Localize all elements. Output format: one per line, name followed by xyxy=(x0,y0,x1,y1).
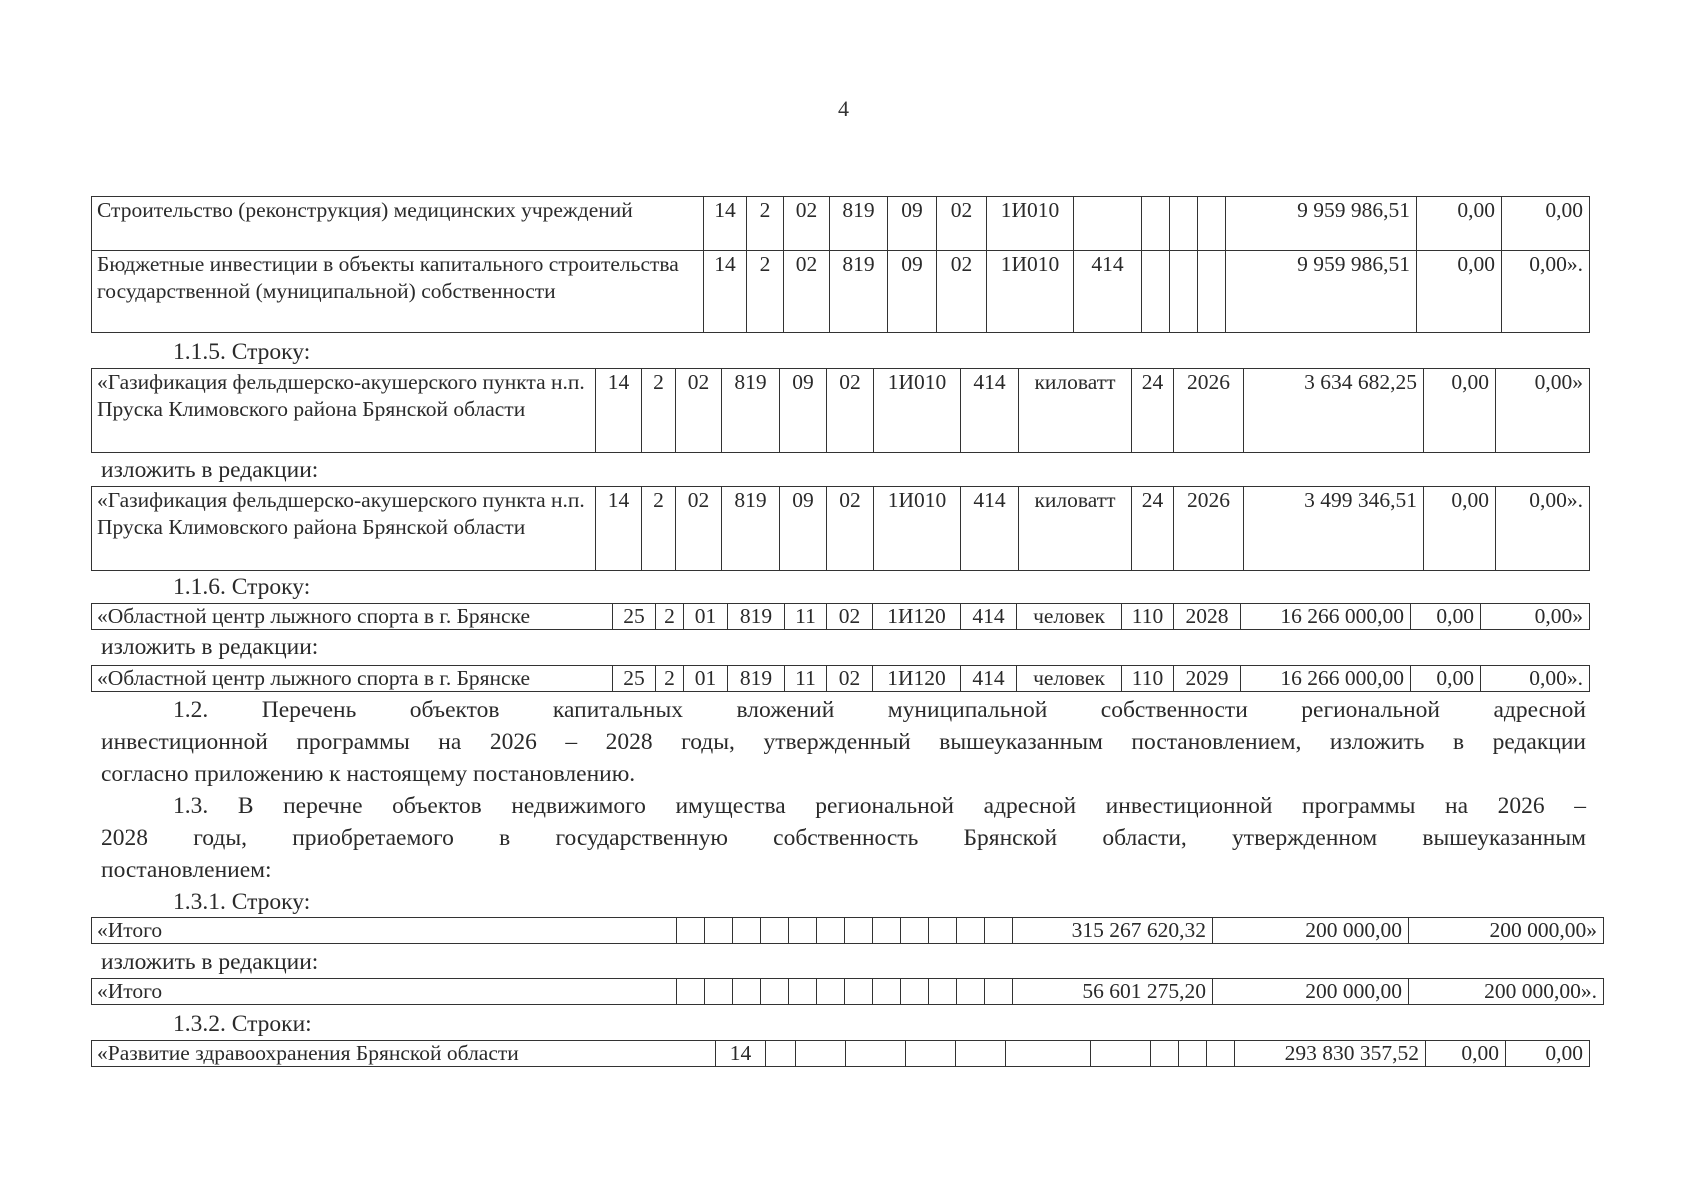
cell-code: 14 xyxy=(704,251,747,333)
cell-name: «Итого xyxy=(92,918,677,944)
table-construction xyxy=(91,196,1590,333)
cell-empty xyxy=(733,918,761,944)
cell-amount: 0,00». xyxy=(1481,666,1590,692)
section-heading: 1.3.1. Строку: xyxy=(173,889,311,915)
cell-code: 09 xyxy=(888,197,937,251)
cell-code: 2 xyxy=(747,197,784,251)
cell-empty xyxy=(1006,1041,1091,1067)
cell-code: 414 xyxy=(961,369,1019,453)
cell-capacity: 24 xyxy=(1132,369,1174,453)
cell-amount: 200 000,00» xyxy=(1409,918,1604,944)
cell-code: 01 xyxy=(684,666,728,692)
cell-name: Бюджетные инвестиции в объекты капитального строительства государственной (муниципальной) собственности xyxy=(92,251,704,333)
cell-empty xyxy=(677,979,705,1005)
table-row xyxy=(92,979,1604,1005)
cell-code: 819 xyxy=(728,604,785,630)
cell-empty xyxy=(957,918,985,944)
cell-empty xyxy=(1207,1041,1235,1067)
table-row xyxy=(92,604,1590,630)
section-heading: 1.1.6. Строку: xyxy=(173,574,311,600)
table-row xyxy=(92,1041,1590,1067)
cell-empty xyxy=(845,979,873,1005)
redaction-label: изложить в редакции: xyxy=(101,457,319,483)
table-ski-center-old xyxy=(91,603,1590,630)
cell-code: 25 xyxy=(613,604,656,630)
cell-code: 1И010 xyxy=(874,487,961,571)
paragraph-line: 1.2. Перечень объектов капитальных вложений муниципальной собственности региональной адресной xyxy=(173,697,1586,723)
cell-code: 2 xyxy=(656,604,684,630)
cell-code: 414 xyxy=(961,487,1019,571)
cell-year: 2026 xyxy=(1174,369,1244,453)
cell-capacity: 110 xyxy=(1122,604,1174,630)
cell-name: «Газификация фельдшерско-акушерского пункта н.п. Пруска Климовского района Брянской области xyxy=(92,487,596,571)
redaction-label: изложить в редакции: xyxy=(101,634,319,660)
cell-year: 2026 xyxy=(1174,487,1244,571)
page-number: 4 xyxy=(838,96,849,121)
table-healthcare xyxy=(91,1040,1590,1067)
cell-code: 1И120 xyxy=(873,604,961,630)
cell-code: 02 xyxy=(827,604,873,630)
paragraph-1-2 xyxy=(101,694,1586,790)
paragraph-line: 1.3. В перечне объектов недвижимого имущества региональной адресной инвестиционной программы на 2026 – xyxy=(173,793,1586,819)
cell-empty xyxy=(906,1041,956,1067)
cell-code: 02 xyxy=(827,487,874,571)
cell-amount: 0,00 xyxy=(1502,197,1590,251)
section-heading: 1.1.5. Строку: xyxy=(173,339,311,365)
cell-code: 02 xyxy=(937,251,987,333)
cell-code: 09 xyxy=(780,487,827,571)
cell-code: 09 xyxy=(780,369,827,453)
cell-code: 2 xyxy=(656,666,684,692)
cell-amount: 9 959 986,51 xyxy=(1226,251,1417,333)
paragraph-line: постановлением: xyxy=(101,857,272,883)
cell-code: 1И010 xyxy=(987,251,1074,333)
cell-unit: человек xyxy=(1017,604,1122,630)
cell-amount: 0,00» xyxy=(1496,369,1590,453)
cell-empty xyxy=(766,1041,796,1067)
cell-code: 14 xyxy=(596,487,642,571)
cell-amount: 0,00 xyxy=(1506,1041,1590,1067)
cell-empty xyxy=(1170,197,1198,251)
cell-name: «Газификация фельдшерско-акушерского пункта н.п. Пруска Климовского района Брянской области xyxy=(92,369,596,453)
redaction-label: изложить в редакции: xyxy=(101,949,319,975)
cell-amount: 56 601 275,20 xyxy=(1013,979,1213,1005)
cell-amount: 3 499 346,51 xyxy=(1244,487,1424,571)
cell-empty xyxy=(677,918,705,944)
cell-empty xyxy=(1091,1041,1151,1067)
table-gasification-new xyxy=(91,486,1590,571)
cell-code: 1И120 xyxy=(873,666,961,692)
cell-empty xyxy=(761,918,789,944)
cell-code: 819 xyxy=(722,369,780,453)
cell-amount: 0,00». xyxy=(1502,251,1590,333)
cell-amount: 200 000,00». xyxy=(1409,979,1604,1005)
cell-empty xyxy=(929,979,957,1005)
cell-code: 2 xyxy=(747,251,784,333)
cell-name: «Областной центр лыжного спорта в г. Брянске xyxy=(92,604,613,630)
cell-code: 14 xyxy=(704,197,747,251)
cell-code: 1И010 xyxy=(874,369,961,453)
cell-amount: 0,00 xyxy=(1426,1041,1506,1067)
cell-code: 02 xyxy=(784,251,830,333)
table-gasification-old xyxy=(91,368,1590,453)
cell-code: 414 xyxy=(961,604,1017,630)
cell-unit: киловатт xyxy=(1019,487,1132,571)
cell-amount: 16 266 000,00 xyxy=(1241,604,1411,630)
cell-empty xyxy=(817,979,845,1005)
cell-empty xyxy=(956,1041,1006,1067)
table-ski-center-new xyxy=(91,665,1590,692)
cell-amount: 0,00 xyxy=(1424,369,1496,453)
table-row xyxy=(92,197,1590,251)
cell-amount: 3 634 682,25 xyxy=(1244,369,1424,453)
cell-name: «Итого xyxy=(92,979,677,1005)
cell-amount: 16 266 000,00 xyxy=(1241,666,1411,692)
paragraph-line: инвестиционной программы на 2026 – 2028 годы, утвержденный вышеуказанным постановлением, изложить в редакции xyxy=(101,729,1586,755)
cell-empty xyxy=(1170,251,1198,333)
paragraph-1-3 xyxy=(101,790,1586,886)
cell-empty xyxy=(873,979,901,1005)
cell-empty xyxy=(817,918,845,944)
cell-amount: 0,00» xyxy=(1481,604,1590,630)
cell-amount: 0,00 xyxy=(1411,666,1481,692)
cell-empty xyxy=(705,979,733,1005)
table-row xyxy=(92,251,1590,333)
cell-name: «Областной центр лыжного спорта в г. Брянске xyxy=(92,666,613,692)
cell-amount: 0,00». xyxy=(1496,487,1590,571)
cell-amount: 293 830 357,52 xyxy=(1235,1041,1426,1067)
cell-code: 02 xyxy=(937,197,987,251)
table-row xyxy=(92,918,1604,944)
table-total-new xyxy=(91,978,1604,1005)
cell-code: 11 xyxy=(785,666,827,692)
cell-amount: 9 959 986,51 xyxy=(1226,197,1417,251)
cell-empty xyxy=(985,979,1013,1005)
cell-amount: 200 000,00 xyxy=(1213,918,1409,944)
table-total-old xyxy=(91,917,1604,944)
cell-amount: 0,00 xyxy=(1417,251,1502,333)
cell-unit: человек xyxy=(1017,666,1122,692)
cell-empty xyxy=(705,918,733,944)
cell-code: 14 xyxy=(596,369,642,453)
cell-code: 14 xyxy=(716,1041,766,1067)
cell-code: 819 xyxy=(722,487,780,571)
section-heading: 1.3.2. Строки: xyxy=(173,1011,312,1037)
cell-amount: 0,00 xyxy=(1411,604,1481,630)
cell-amount: 0,00 xyxy=(1424,487,1496,571)
cell-code: 02 xyxy=(676,487,722,571)
cell-code: 2 xyxy=(642,487,676,571)
cell-code: 25 xyxy=(613,666,656,692)
cell-empty xyxy=(985,918,1013,944)
cell-code: 01 xyxy=(684,604,728,630)
cell-code: 02 xyxy=(827,666,873,692)
cell-empty xyxy=(1198,197,1226,251)
cell-year: 2028 xyxy=(1174,604,1241,630)
table-row xyxy=(92,369,1590,453)
cell-empty xyxy=(789,918,817,944)
cell-empty xyxy=(1198,251,1226,333)
paragraph-line: 2028 годы, приобретаемого в государственную собственность Брянской области, утвержденном вышеуказанным xyxy=(101,825,1586,851)
cell-code: 819 xyxy=(830,251,888,333)
cell-code: 1И010 xyxy=(987,197,1074,251)
cell-year: 2029 xyxy=(1174,666,1241,692)
cell-empty xyxy=(1142,251,1170,333)
cell-empty xyxy=(1179,1041,1207,1067)
cell-code: 414 xyxy=(961,666,1017,692)
cell-code xyxy=(1074,197,1142,251)
cell-amount: 315 267 620,32 xyxy=(1013,918,1213,944)
cell-code: 02 xyxy=(676,369,722,453)
cell-empty xyxy=(1151,1041,1179,1067)
table-row xyxy=(92,666,1590,692)
cell-code: 09 xyxy=(888,251,937,333)
cell-empty xyxy=(845,918,873,944)
cell-capacity: 24 xyxy=(1132,487,1174,571)
cell-code: 02 xyxy=(784,197,830,251)
cell-empty xyxy=(901,918,929,944)
cell-empty xyxy=(957,979,985,1005)
cell-empty xyxy=(873,918,901,944)
cell-code: 2 xyxy=(642,369,676,453)
cell-empty xyxy=(733,979,761,1005)
cell-empty xyxy=(789,979,817,1005)
cell-empty xyxy=(761,979,789,1005)
paragraph-line: согласно приложению к настоящему постановлению. xyxy=(101,761,636,787)
cell-code: 11 xyxy=(785,604,827,630)
cell-code: 414 xyxy=(1074,251,1142,333)
table-row xyxy=(92,487,1590,571)
cell-capacity: 110 xyxy=(1122,666,1174,692)
cell-code: 02 xyxy=(827,369,874,453)
cell-empty xyxy=(901,979,929,1005)
cell-name: «Развитие здравоохранения Брянской области xyxy=(92,1041,716,1067)
cell-empty xyxy=(796,1041,846,1067)
cell-code: 819 xyxy=(728,666,785,692)
cell-name: Строительство (реконструкция) медицинских учреждений xyxy=(92,197,704,251)
cell-empty xyxy=(846,1041,906,1067)
cell-empty xyxy=(929,918,957,944)
cell-empty xyxy=(1142,197,1170,251)
cell-unit: киловатт xyxy=(1019,369,1132,453)
cell-amount: 200 000,00 xyxy=(1213,979,1409,1005)
cell-amount: 0,00 xyxy=(1417,197,1502,251)
cell-code: 819 xyxy=(830,197,888,251)
